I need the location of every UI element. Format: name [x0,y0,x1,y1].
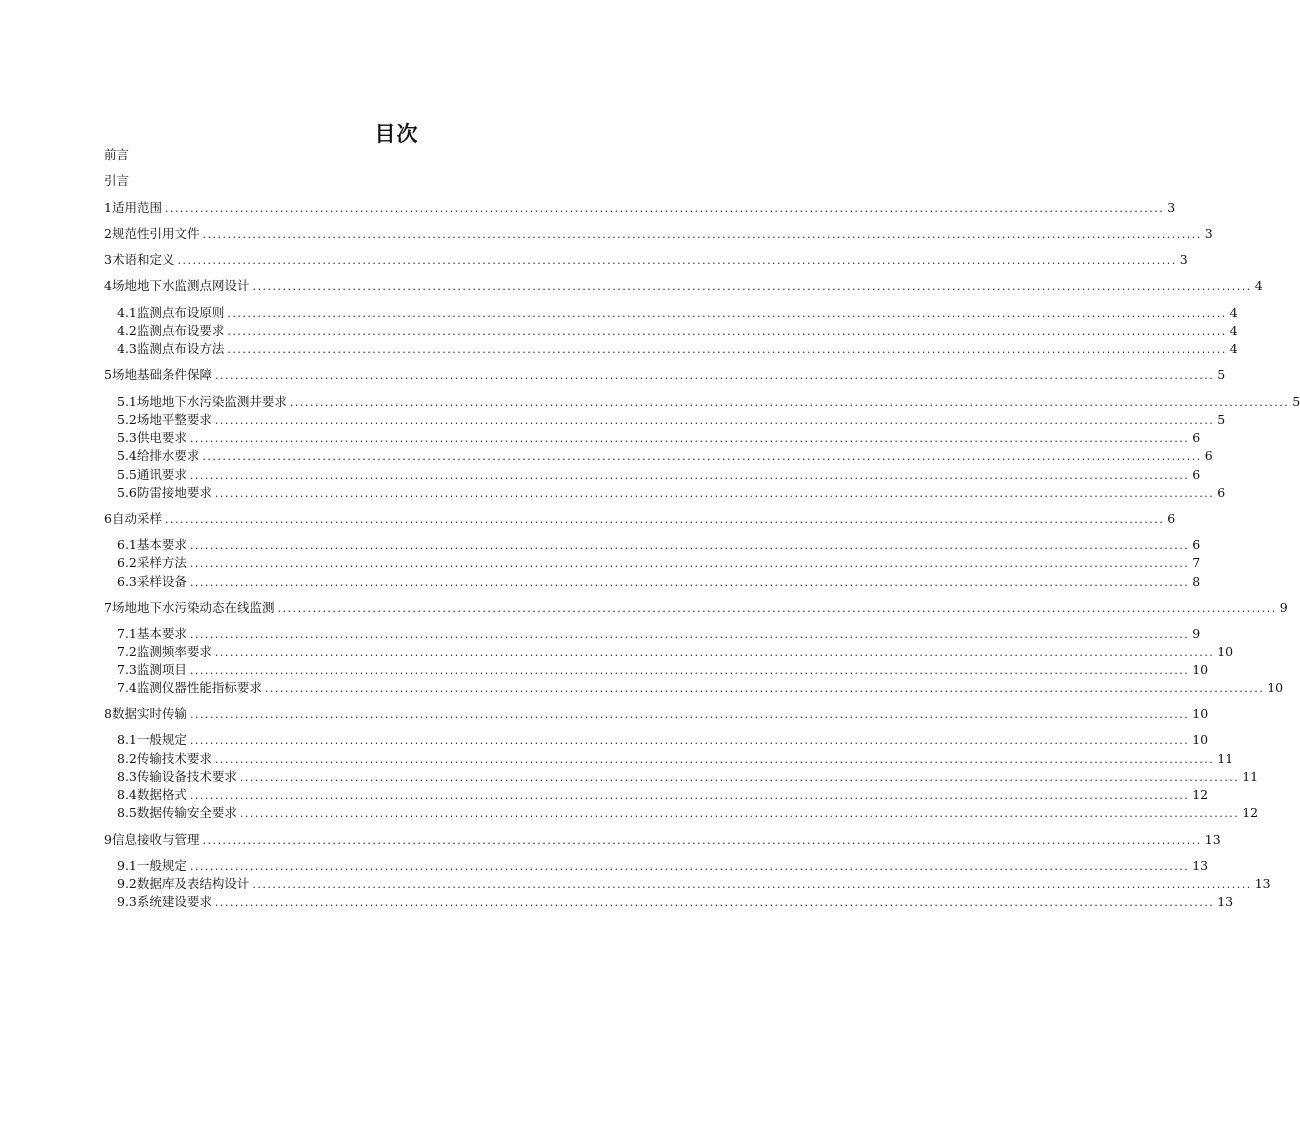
toc-number: 7.3 [117,662,137,677]
toc-row[interactable] [0,625,1201,643]
toc-number: 9.1 [117,858,137,873]
dot-leader: ........................................................................................................................................................................................................ [252,878,1252,891]
toc-row[interactable] [0,679,1284,697]
dot-leader: ........................................................................................................................................................................................................ [189,734,1190,747]
toc-page-number: 3 [1167,200,1176,215]
toc-number: 5.1 [117,394,137,409]
dot-leader: ........................................................................................................................................................................................................ [214,646,1215,659]
toc-row[interactable] [0,831,1221,849]
toc-number: 6.2 [117,555,137,570]
toc-page-number: 3 [1204,226,1213,241]
toc-row[interactable] [0,510,1176,528]
toc-number: 2 [104,226,112,241]
toc-page-number: 13 [1217,894,1234,909]
toc-number: 8.2 [117,751,137,766]
toc-number: 6 [104,511,112,526]
toc-number: 4.1 [117,305,137,320]
toc-title: 监测项目 [136,662,187,677]
toc-row[interactable] [0,893,1234,911]
toc-row[interactable] [0,554,1201,572]
toc-page-number: 12 [1192,787,1209,802]
dot-leader: ........................................................................................................................................................................................................ [164,513,1165,526]
toc-row[interactable] [0,536,1201,554]
toc-row[interactable] [0,393,1300,411]
toc-number: 5 [104,367,112,382]
toc-page-number: 10 [1192,662,1209,677]
toc-page-number: 10 [1192,732,1209,747]
toc-row[interactable] [0,643,1234,661]
toc-row[interactable] [0,661,1209,679]
dot-leader: ........................................................................................................................................................................................................ [189,860,1190,873]
toc-page-number: 10 [1217,644,1234,659]
toc-title: 引言 [104,173,130,188]
toc-number: 5.6 [117,485,137,500]
toc-row[interactable] [0,304,1238,322]
toc-page-number: 12 [1242,805,1259,820]
toc-title: 传输技术要求 [136,751,212,766]
toc-page-number: 8 [1192,574,1201,589]
page-title: 目次 [374,122,419,146]
toc-number: 9.2 [117,876,137,891]
toc-row[interactable] [0,599,1288,617]
toc-number: 3 [104,252,112,267]
toc-row[interactable] [0,366,1226,384]
toc-row[interactable] [0,875,1271,893]
toc-title: 供电要求 [136,430,187,445]
toc-number: 7.1 [117,626,137,641]
dot-leader: ........................................................................................................................................................................................................ [277,602,1277,615]
toc-title: 系统建设要求 [136,894,212,909]
toc-title: 场地平整要求 [136,412,212,427]
dot-leader: ........................................................................................................................................................................................................ [202,228,1202,241]
toc-row[interactable] [0,484,1226,502]
dot-leader: ........................................................................................................................................................................................................ [189,557,1190,570]
toc-page-number: 13 [1204,832,1221,847]
toc-row[interactable] [0,786,1209,804]
dot-leader: ........................................................................................................................................................................................................ [227,325,1227,338]
dot-leader: ........................................................................................................................................................................................................ [239,807,1240,820]
toc-page-number: 5 [1217,412,1226,427]
toc-number: 6.3 [117,574,137,589]
toc-title: 自动采样 [111,511,162,526]
toc-row[interactable] [0,251,1188,269]
toc-title: 数据实时传输 [111,706,187,721]
toc-title: 基本要求 [136,626,187,641]
toc-number: 8.5 [117,805,137,820]
toc-title: 数据库及表结构设计 [136,876,250,891]
toc-title: 采样设备 [136,574,187,589]
toc-title: 监测频率要求 [136,644,212,659]
dot-leader: ........................................................................................................................................................................................................ [264,682,1265,695]
toc-page-number: 11 [1242,769,1259,784]
toc-page-number: 4 [1254,278,1263,293]
toc-number: 7.4 [117,680,137,695]
toc-row[interactable] [0,731,1209,749]
toc-page-number: 5 [1217,367,1226,382]
toc-row[interactable] [0,750,1234,768]
toc-row[interactable] [0,573,1201,591]
toc-number: 7 [104,600,112,615]
toc-title: 适用范围 [111,200,162,215]
dot-leader: ........................................................................................................................................................................................................ [189,539,1190,552]
toc-number: 8 [104,706,112,721]
toc-title: 术语和定义 [111,252,175,267]
toc-page-number: 7 [1192,555,1201,570]
toc-row[interactable] [0,146,793,164]
dot-leader: ........................................................................................................................................................................................................ [202,450,1202,463]
toc-title: 场地基础条件保障 [111,367,212,382]
toc-number: 4 [104,278,112,293]
toc-row[interactable] [0,322,1238,340]
toc-title: 监测点布设原则 [136,305,225,320]
toc-title: 数据传输安全要求 [136,805,237,820]
toc-row[interactable] [0,340,1238,358]
toc-page-number: 9 [1279,600,1288,615]
toc-title: 一般规定 [136,732,187,747]
toc-number: 5.5 [117,467,137,482]
toc-row[interactable] [0,199,1176,217]
toc-number: 4.2 [117,323,137,338]
toc-page-number: 10 [1267,680,1284,695]
toc-row[interactable] [0,768,1259,786]
toc-page-number: 6 [1204,448,1213,463]
toc-number: 8.3 [117,769,137,784]
toc-row[interactable] [0,429,1201,447]
toc-page-number: 6 [1192,467,1201,482]
toc-title: 监测点布设方法 [136,341,225,356]
dot-leader: ........................................................................................................................................................................................................ [189,469,1190,482]
toc-title: 采样方法 [136,555,187,570]
dot-leader: ........................................................................................................................................................................................................ [214,369,1215,382]
toc-page-number: 13 [1192,858,1209,873]
toc-number: 5.3 [117,430,137,445]
toc-title: 通讯要求 [136,467,187,482]
dot-leader: ........................................................................................................................................................................................................ [252,280,1252,293]
toc-title: 前言 [104,147,130,162]
toc-number: 5.2 [117,412,137,427]
toc-row[interactable] [0,857,1209,875]
dot-leader: ........................................................................................................................................................................................................ [189,664,1190,677]
toc-page-number: 4 [1229,341,1238,356]
dot-leader: ........................................................................................................................................................................................................ [189,576,1190,589]
dot-leader: ........................................................................................................................................................................................................ [289,396,1290,409]
toc-title: 场地地下水污染监测井要求 [136,394,287,409]
toc-title: 信息接收与管理 [111,832,200,847]
dot-leader: ........................................................................................................................................................................................................ [227,343,1227,356]
toc-title: 防雷接地要求 [136,485,212,500]
toc-number: 8.1 [117,732,137,747]
dot-leader: ........................................................................................................................................................................................................ [189,789,1190,802]
dot-leader: ........................................................................................................................................................................................................ [239,771,1240,784]
toc-title: 一般规定 [136,858,187,873]
toc-page-number: 11 [1217,751,1234,766]
toc-row[interactable] [0,705,1209,723]
toc-title: 规范性引用文件 [111,226,200,241]
toc-title: 监测仪器性能指标要求 [136,680,262,695]
toc-number: 5.4 [117,448,137,463]
toc-row[interactable] [0,466,1201,484]
toc-row[interactable] [0,804,1259,822]
toc-number: 4.3 [117,341,137,356]
dot-leader: ........................................................................................................................................................................................................ [177,254,1177,267]
toc-title: 给排水要求 [136,448,200,463]
toc-number: 7.2 [117,644,137,659]
dot-leader: ........................................................................................................................................................................................................ [214,753,1215,766]
toc-page-number: 3 [1179,252,1188,267]
dot-leader: ........................................................................................................................................................................................................ [189,628,1190,641]
dot-leader: ........................................................................................................................................................................................................ [202,834,1202,847]
toc-title: 数据格式 [136,787,187,802]
dot-leader: ........................................................................................................................................................................................................ [214,896,1215,909]
toc-number: 1 [104,200,112,215]
toc-row[interactable] [0,277,1263,295]
toc-title: 场地地下水监测点网设计 [111,278,250,293]
dot-leader: ........................................................................................................................................................................................................ [214,414,1215,427]
dot-leader: ........................................................................................................................................................................................................ [189,432,1190,445]
toc-page-number: 4 [1229,323,1238,338]
dot-leader: ........................................................................................................................................................................................................ [214,487,1215,500]
dot-leader: ........................................................................................................................................................................................................ [189,708,1190,721]
toc-row[interactable] [0,411,1226,429]
dot-leader: ........................................................................................................................................................................................................ [164,202,1165,215]
toc-row[interactable] [0,172,793,190]
toc-number: 9 [104,832,112,847]
toc-number: 8.4 [117,787,137,802]
toc-row[interactable] [0,225,1213,243]
toc-page-number: 6 [1192,430,1201,445]
toc-page-number: 6 [1217,485,1226,500]
toc-page-number: 5 [1292,394,1300,409]
toc-title: 监测点布设要求 [136,323,225,338]
dot-leader: ........................................................................................................................................................................................................ [227,307,1227,320]
toc-title: 场地地下水污染动态在线监测 [111,600,275,615]
toc-page-number: 4 [1229,305,1238,320]
toc-page-number: 9 [1192,626,1201,641]
toc-number: 9.3 [117,894,137,909]
toc-page-number: 10 [1192,706,1209,721]
toc-page-number: 13 [1254,876,1271,891]
toc-number: 6.1 [117,537,137,552]
toc-row[interactable] [0,447,1213,465]
toc-title: 基本要求 [136,537,187,552]
toc-page-number: 6 [1192,537,1201,552]
toc-title: 传输设备技术要求 [136,769,237,784]
toc-page-number: 6 [1167,511,1176,526]
